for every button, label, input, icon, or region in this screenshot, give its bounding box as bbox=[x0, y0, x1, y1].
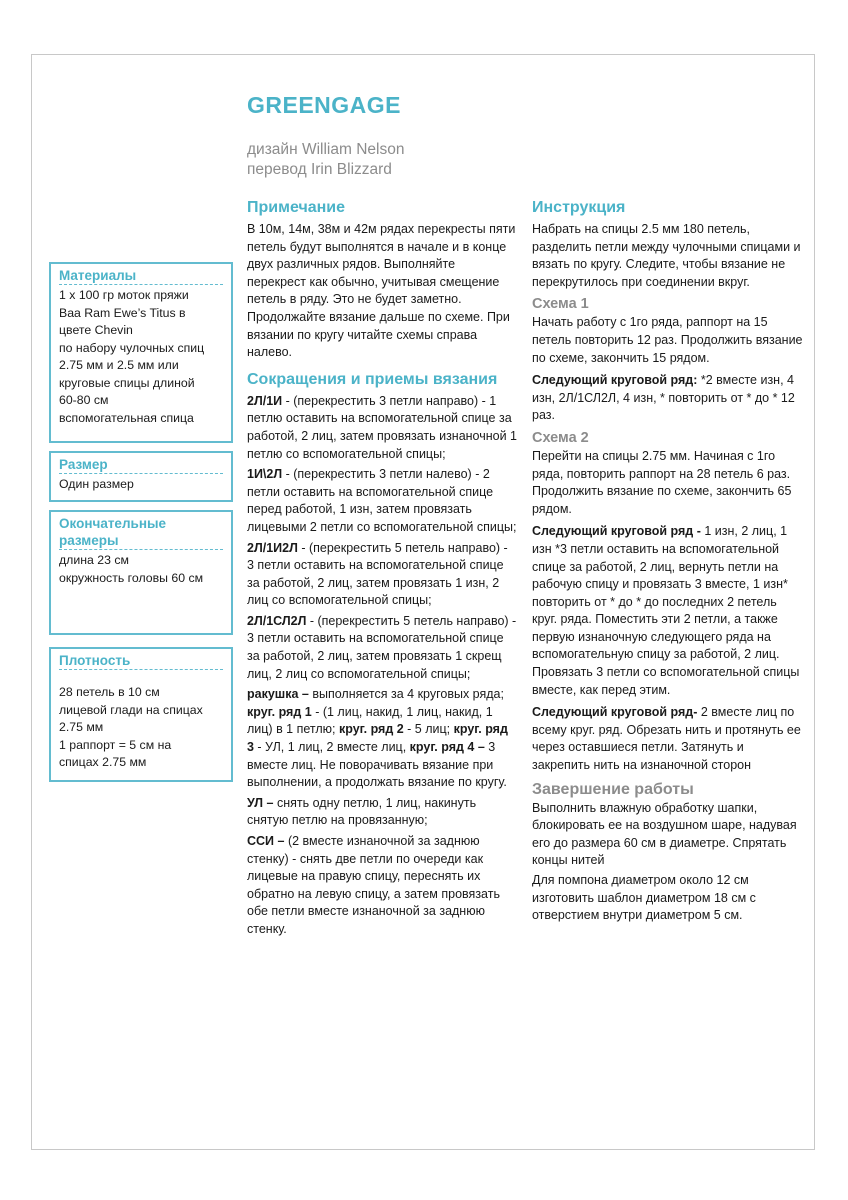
density-line: 28 петель в 10 см bbox=[59, 685, 160, 699]
shell-text: 3 вместе лиц. Не поворачивать вязание при выполнении, а продолжать вязание по кругу. bbox=[247, 740, 507, 790]
shell-row-label: круг. ряд 2 bbox=[338, 722, 404, 737]
size-line: Один размер bbox=[59, 477, 134, 491]
materials-line: цвете Chevin bbox=[59, 323, 133, 337]
abbreviation-term: 2Л/1И bbox=[247, 393, 283, 408]
materials-heading: Материалы bbox=[59, 267, 223, 285]
abbreviation-term: ракушка – bbox=[247, 687, 309, 702]
finishing-heading: Завершение работы bbox=[532, 780, 694, 798]
translator-credit: перевод Irin Blizzard bbox=[247, 161, 392, 178]
abbreviation-term: 2Л/1И2Л bbox=[247, 540, 298, 555]
scheme-2-heading: Схема 2 bbox=[532, 429, 589, 446]
finishing-text: Выполнить влажную обработку шапки, блокировать ее на воздушном шаре, надувая его до размера 60 см в диаметре. Спрятать концы нитей bbox=[532, 800, 797, 868]
abbreviation-item bbox=[247, 393, 517, 463]
next-round-3 bbox=[532, 704, 804, 774]
abbreviation-term: 2Л/1СЛ2Л bbox=[247, 613, 307, 628]
abbreviation-term: ССИ – bbox=[247, 834, 285, 848]
abbreviation-text: - (перекрестить 3 петли направо) - 1 петлю оставить на вспомогательной спице за работой, 2 лиц, затем провязать изнаночной 1 петлю со вспомогательной спицы; bbox=[247, 393, 518, 461]
designer-credit: дизайн William Nelson bbox=[247, 141, 405, 158]
shell-text: выполняется за 4 круговых ряда; bbox=[308, 687, 504, 702]
abbreviation-text: - (перекрестить 3 петли налево) - 2 петли оставить на вспомогательной спице перед работой, 1 изн, затем провязать лицевыми 2 петли со вспомогательной спицы; bbox=[247, 467, 517, 534]
abbreviation-item bbox=[247, 540, 517, 610]
pattern-title: GREENGAGE bbox=[247, 92, 402, 118]
abbreviation-text: (2 вместе изнаночной за заднюю стенку) - снять две петли по очереди как лицевые на правую спицу, переснять их обратно на левую спицу, а затем провязать обе петли вместе изнаночной за заднюю стенку. bbox=[247, 834, 500, 936]
materials-box bbox=[49, 262, 233, 443]
note-text: В 10м, 14м, 38м и 42м рядах перекресты пяти петель будут выполнятся в начале и в конце двух различных рядов. Выполняйте перекрест как обычно, учитывая смещение петель в ряду. Это не будет заметно. Продолжайте вязание дальше по схеме. При вязании по кругу читайте схемы справа налево. bbox=[247, 222, 516, 360]
abbreviation-text: - (перекрестить 5 петель направо) - 3 петли оставить на вспомогательной спице за работой, 2 лиц, затем провязать 1 скрещ лиц, 2 лиц со вспомогательной спицы; bbox=[247, 613, 517, 681]
next-round-text: 2 вместе лиц по всему круг. ряд. Обрезать нить и протянуть ее через оставшиеся петли. Затянуть и закрепить нить на изнаночной сторон bbox=[532, 705, 801, 773]
shell-text: - 5 лиц; bbox=[403, 722, 454, 737]
final-size-box bbox=[49, 510, 233, 635]
materials-line: Baa Ram Ewe’s Titus в bbox=[59, 305, 186, 320]
middle-column bbox=[247, 196, 517, 942]
right-column bbox=[532, 196, 804, 930]
instructions-heading: Инструкция bbox=[532, 199, 626, 216]
shell-text: - (1 лиц, накид, 1 лиц, накид, 1 лиц) в 1 петлю; bbox=[247, 704, 493, 737]
shell-row-label: круг. ряд 3 bbox=[247, 722, 508, 755]
abbreviation-term: УЛ – bbox=[247, 795, 274, 810]
abbreviation-term: 1И\2Л bbox=[247, 467, 283, 482]
materials-line: 2.75 мм и 2.5 мм или bbox=[59, 358, 179, 372]
final-size-line: длина 23 см bbox=[59, 553, 129, 567]
final-size-line: окружность головы 60 см bbox=[59, 570, 204, 585]
materials-line: вспомогательная спица bbox=[59, 410, 194, 425]
instructions-text: Набрать на спицы 2.5 мм 180 петель, разделить петли между чулочными спицами и вязать по кругу. Следите, чтобы вязание не перекрутилось при соединении вкруг. bbox=[532, 222, 801, 289]
materials-line: по набору чулочных спиц bbox=[59, 340, 205, 355]
next-round-text: *2 вместе изн, 4 изн, 2Л/1СЛ2Л, 4 изн, * повторить от * до * 12 раз. bbox=[532, 373, 795, 423]
size-box bbox=[49, 451, 233, 502]
abbreviations-list bbox=[247, 393, 517, 939]
density-line: спицах 2.75 мм bbox=[59, 755, 147, 769]
final-size-heading: Окончательные размеры bbox=[59, 515, 223, 550]
next-round-label: Следующий круговой ряд: bbox=[532, 373, 698, 388]
size-heading: Размер bbox=[59, 456, 223, 474]
scheme-1-text: Начать работу с 1го ряда, раппорт на 15 петель повторить 12 раз. Продолжить вязание по схеме, закончить 15 рядом. bbox=[532, 315, 803, 365]
next-round-text: 1 изн, 2 лиц, 1 изн *3 петли оставить на вспомогательной спице за работой, 2 лиц, вернуть петли на рабочую спицу и провязать 3 вместе, 1 изн* повторить от * до * до последних 2 петель круг. ряда. Поместить эти 2 петли, а также первую изнаночную следующего ряда на вспомогательную спицу за работой, 2 лиц. Провязать 3 петли со вспомогательной спицы вместе, как перед этим. bbox=[532, 524, 800, 697]
next-round-1 bbox=[532, 372, 804, 425]
note-heading: Примечание bbox=[247, 199, 346, 216]
density-line: лицевой глади на спицах bbox=[59, 702, 203, 717]
scheme-1-heading: Схема 1 bbox=[532, 296, 589, 313]
density-line: 2.75 мм bbox=[59, 720, 104, 734]
next-round-label: Следующий круговой ряд- bbox=[532, 705, 698, 720]
next-round-2 bbox=[532, 523, 804, 699]
abbreviation-text: - (перекрестить 5 петель направо) - 3 петли оставить на вспомогательной спице за работой, 2 лиц, затем провязать 1 изн, 2 лиц со вспомогательной спицы; bbox=[247, 540, 508, 608]
pompom-text: Для помпона диаметром около 12 см изготовить шаблон диаметром 18 см с отверстием внутри диаметром 5 см. bbox=[532, 873, 756, 923]
abbreviation-item bbox=[247, 833, 517, 939]
shell-row-label: круг. ряд 1 bbox=[247, 704, 312, 719]
abbreviation-text: снять одну петлю, 1 лиц, накинуть снятую петлю на провязанную; bbox=[247, 795, 477, 828]
shell-text: - УЛ, 1 лиц, 2 вместе лиц, bbox=[253, 740, 410, 755]
density-box bbox=[49, 647, 233, 782]
scheme-2-text: Перейти на спицы 2.75 мм. Начиная с 1го ряда, повторить раппорт на 28 петель 6 раз. Продолжить вязание по схеме, закончить 65 рядом. bbox=[532, 448, 792, 516]
materials-line: 1 х 100 гр моток пряжи bbox=[59, 288, 189, 302]
shell-stitch-item bbox=[247, 686, 517, 792]
materials-line: круговые спицы длиной bbox=[59, 375, 195, 390]
abbreviation-item bbox=[247, 795, 517, 830]
next-round-label: Следующий круговой ряд - bbox=[532, 524, 701, 539]
shell-row-label: круг. ряд 4 – bbox=[409, 740, 485, 755]
abbreviation-item bbox=[247, 466, 517, 536]
abbreviation-item bbox=[247, 613, 517, 683]
materials-line: 60-80 см bbox=[59, 393, 109, 407]
density-heading: Плотность bbox=[59, 652, 223, 670]
density-line: 1 раппорт = 5 см на bbox=[59, 737, 172, 752]
abbreviations-heading: Сокращения и приемы вязания bbox=[247, 370, 498, 388]
